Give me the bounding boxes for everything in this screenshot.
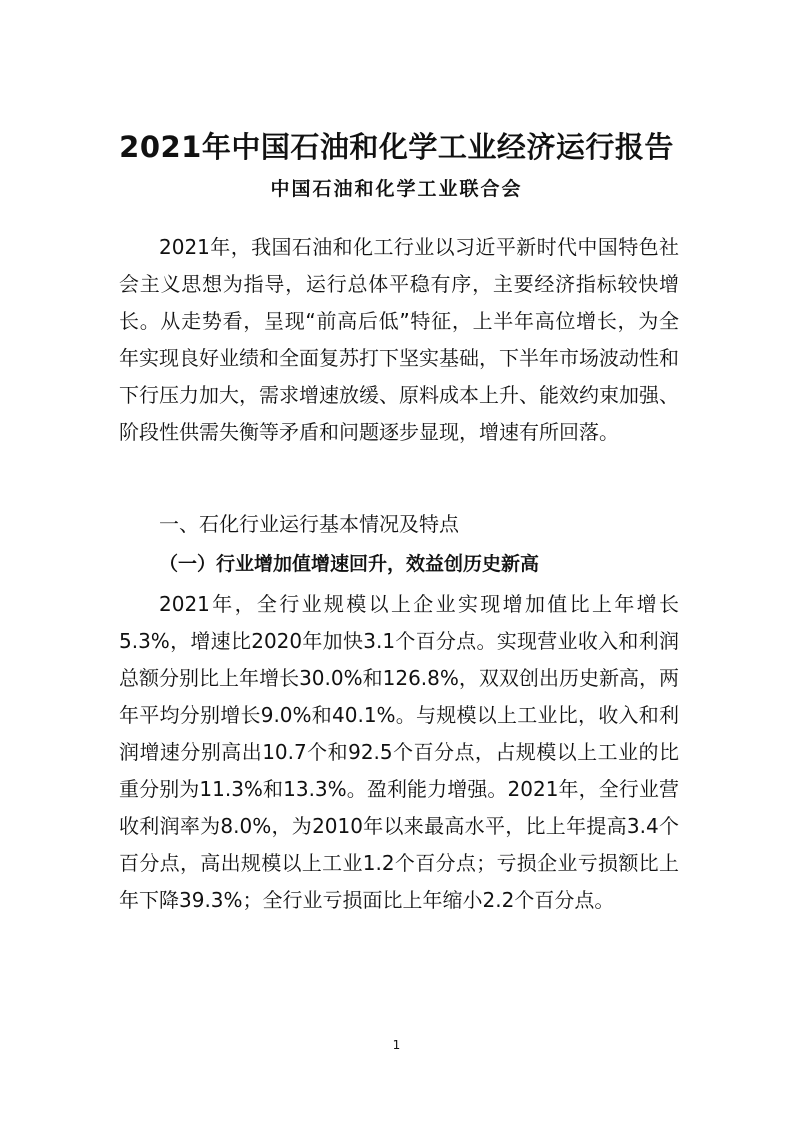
- page-number: 1: [392, 1038, 401, 1052]
- organization-name: 中国石油和化学工业联合会: [270, 178, 523, 200]
- intro-paragraph: 2021年，我国石油和化工行业以习近平新时代中国特色社会主义思想为指导，运行总体平稳有序，主要经济指标较快增长。从走势看，呈现“前高后低”特征，上半年高位增长，为全年实现良好业绩和全面复苏打下坚实基础，下半年市场波动性和下行压力加大，需求增速放缓、原料成本上升、能效约束加强、阶段性供需失衡等矛盾和问题逐步显现，增速有所回落。: [119, 235, 679, 444]
- document-title: 2021年中国石油和化学工业经济运行报告: [119, 130, 674, 165]
- subsection-heading: （一）行业增加值增速回升，效益创历史新高: [159, 553, 540, 575]
- body-paragraph: 2021年，全行业规模以上企业实现增加值比上年增长5.3%，增速比2020年加快3.1个百分点。实现营业收入和利润总额分别比上年增长30.0%和126.8%，双双创出历史新高，两年平均分别增长9.0%和40.1%。与规模以上工业比，收入和利润增速分别高出10.7个和92.5个百分点，占规模以上工业的比重分别为11.3%和13.3%。盈利能力增强。2021年，全行业营收利润率为8.0%，为2010年以来最高水平，比上年提高3.4个百分点，高出规模以上工业1.2个百分点；亏损企业亏损额比上年下降39.3%；全行业亏损面比上年缩小2.2个百分点。: [119, 592, 679, 912]
- section-heading: 一、石化行业运行基本情况及特点: [159, 512, 459, 536]
